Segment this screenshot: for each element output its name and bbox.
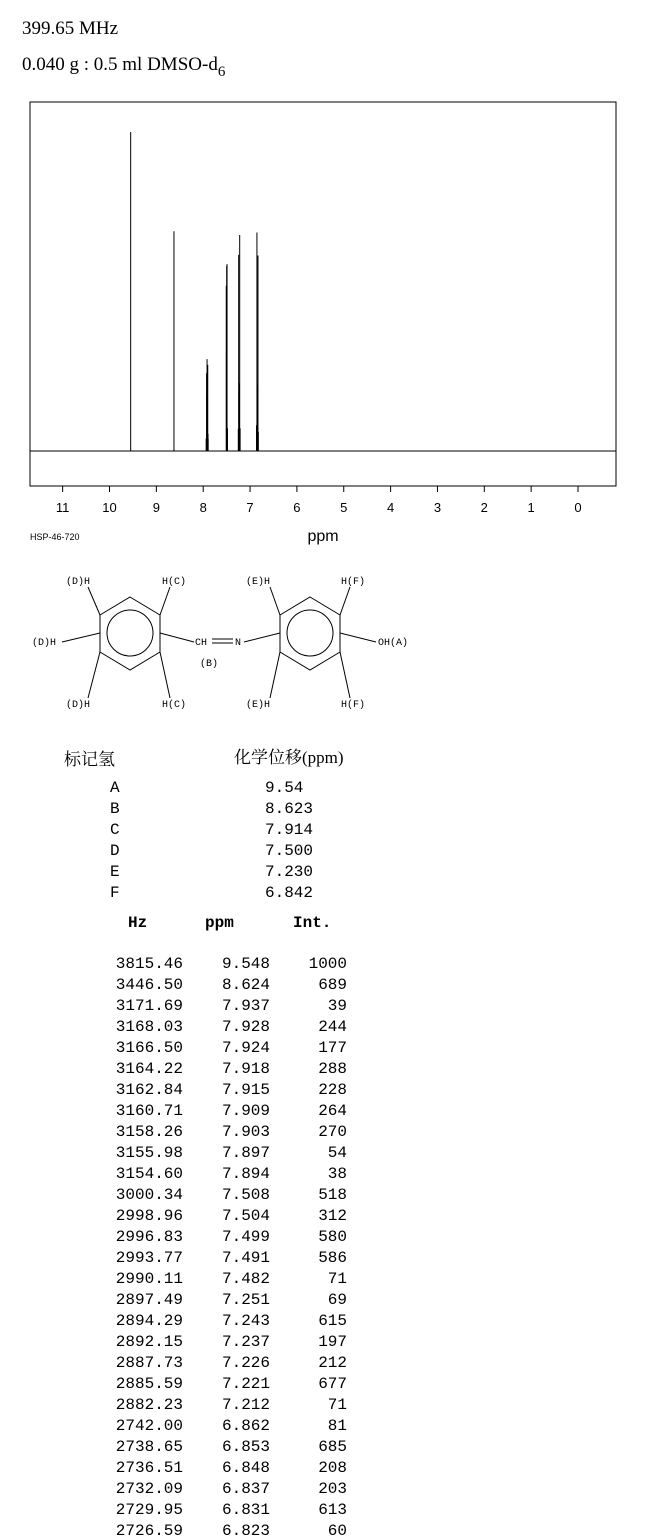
peak-row-int: 244	[318, 1018, 347, 1036]
assign-header-shift: 化学位移(ppm)	[234, 748, 344, 767]
label-ch: CH	[195, 638, 208, 649]
assign-row-label: F	[110, 884, 120, 902]
spectrometer-frequency: 399.65 MHz	[22, 18, 119, 39]
peak-row-hz: 3154.60	[115, 1165, 183, 1183]
peak-row-int: 54	[327, 1144, 347, 1162]
peak-row-hz: 3160.71	[115, 1102, 183, 1120]
peak-row-int: 264	[318, 1102, 347, 1120]
plot-frame	[30, 102, 616, 486]
peak-row-hz: 2990.11	[115, 1270, 183, 1288]
x-axis-label: ppm	[307, 528, 339, 545]
peak-row-ppm: 6.823	[221, 1522, 270, 1540]
peak-row-ppm: 7.924	[221, 1039, 270, 1057]
peak-row-hz: 2998.96	[115, 1207, 183, 1225]
sample-subscript: 6	[217, 64, 226, 80]
right-benzene-ring	[280, 597, 340, 670]
peak-row-ppm: 7.903	[221, 1123, 270, 1141]
peak-row-hz: 3155.98	[115, 1144, 183, 1162]
peak-row-ppm: 6.837	[221, 1480, 270, 1498]
peak-row-ppm: 7.504	[221, 1207, 270, 1225]
peak-row-hz: 2887.73	[115, 1354, 183, 1372]
peak-row-hz: 3000.34	[115, 1186, 183, 1204]
peak-row-int: 586	[318, 1249, 347, 1267]
peak-row-hz: 2726.59	[115, 1522, 183, 1540]
peak-row-hz: 2892.15	[115, 1333, 183, 1351]
peak-row-ppm: 6.831	[221, 1501, 270, 1519]
peaks-group	[131, 132, 259, 451]
peak-row-int: 312	[318, 1207, 347, 1225]
peak-row-hz: 3166.50	[115, 1039, 183, 1057]
peak-row-hz: 3158.26	[115, 1123, 183, 1141]
peak-row-int: 69	[327, 1291, 347, 1309]
peak-row-int: 677	[318, 1375, 347, 1393]
peak-row-hz: 2882.23	[115, 1396, 183, 1414]
peak-header-ppm: ppm	[205, 914, 234, 932]
peak-row-ppm: 7.251	[221, 1291, 270, 1309]
peak-row-ppm: 7.237	[221, 1333, 270, 1351]
assign-row-label: E	[110, 863, 120, 881]
peak-row-ppm: 7.212	[221, 1396, 270, 1414]
peak-row-int: 81	[327, 1417, 347, 1435]
label-b: (B)	[200, 659, 219, 670]
peak-row-hz: 3446.50	[115, 976, 183, 994]
peak-row-ppm: 6.862	[221, 1417, 270, 1435]
peak-row-ppm: 7.909	[221, 1102, 270, 1120]
peak-row-hz: 2996.83	[115, 1228, 183, 1246]
peak-row-int: 270	[318, 1123, 347, 1141]
label-dh-bottom: (D)H	[66, 700, 91, 711]
assign-row-label: D	[110, 842, 120, 860]
assign-row-shift: 7.914	[265, 821, 314, 839]
molecule-structure	[0, 560, 652, 730]
peak-row-ppm: 7.508	[221, 1186, 270, 1204]
peak-row-hz: 2742.00	[115, 1417, 183, 1435]
peak-row-hz: 3171.69	[115, 997, 183, 1015]
peak-row-int: 197	[318, 1333, 347, 1351]
x-tick-label: 6	[293, 500, 301, 515]
label-oh: OH(A)	[378, 638, 409, 649]
x-tick-label: 4	[386, 500, 395, 515]
peak-row-ppm: 6.848	[221, 1459, 270, 1477]
peak-row-hz: 3162.84	[115, 1081, 183, 1099]
x-tick-label: 0	[574, 500, 582, 515]
label-eh-top: (E)H	[246, 577, 271, 588]
peak-header-hz: Hz	[128, 914, 148, 932]
peak-row-int: 580	[318, 1228, 347, 1246]
x-tick-label: 2	[480, 500, 488, 515]
peak-row-ppm: 7.937	[221, 997, 270, 1015]
assign-row-shift: 7.230	[265, 863, 314, 881]
x-tick-label: 7	[246, 500, 254, 515]
peak-row-ppm: 7.897	[221, 1144, 270, 1162]
peak-row-int: 208	[318, 1459, 347, 1477]
peak-row-int: 203	[318, 1480, 347, 1498]
peak-row-hz: 3168.03	[115, 1018, 183, 1036]
peak-row-ppm: 7.243	[221, 1312, 270, 1330]
peak-row-int: 177	[318, 1039, 347, 1057]
peak-row-hz: 2993.77	[115, 1249, 183, 1267]
x-tick-label: 1	[527, 500, 535, 515]
spectrum-code: HSP-46-720	[30, 532, 80, 542]
peak-row-int: 613	[318, 1501, 347, 1519]
x-tick-label: 5	[340, 500, 348, 515]
label-eh-bottom: (E)H	[246, 700, 271, 711]
peak-row-ppm: 7.491	[221, 1249, 270, 1267]
peak-row-int: 212	[318, 1354, 347, 1372]
x-tick-label: 8	[199, 500, 207, 515]
label-dh-top: (D)H	[66, 577, 91, 588]
peak-row-int: 39	[327, 997, 347, 1015]
label-hc-top: H(C)	[162, 577, 187, 588]
peak-row-int: 71	[327, 1396, 347, 1414]
peak-row-ppm: 7.221	[221, 1375, 270, 1393]
ticks-group	[56, 486, 582, 515]
peak-row-ppm: 7.499	[221, 1228, 270, 1246]
peak-row-hz: 3164.22	[115, 1060, 183, 1078]
label-hf-bottom: H(F)	[341, 700, 366, 711]
peak-row-hz: 3815.46	[115, 955, 183, 973]
peak-row-int: 60	[327, 1522, 347, 1540]
assign-row-label: B	[110, 800, 120, 818]
peak-row-ppm: 7.226	[221, 1354, 270, 1372]
assign-row-shift: 6.842	[265, 884, 314, 902]
peak-row-ppm: 9.548	[221, 955, 270, 973]
nmr-spectrum-chart	[0, 0, 652, 560]
x-tick-label: 9	[152, 500, 160, 515]
peak-row-int: 38	[327, 1165, 347, 1183]
label-hf-top: H(F)	[341, 577, 366, 588]
peak-row-hz: 2885.59	[115, 1375, 183, 1393]
peak-row-hz: 2732.09	[115, 1480, 183, 1498]
x-tick-label: 10	[102, 500, 117, 515]
peak-row-int: 288	[318, 1060, 347, 1078]
label-n: N	[235, 638, 242, 649]
assign-header-label: 标记氢	[64, 750, 115, 769]
assign-row-shift: 9.54	[265, 779, 304, 797]
sample-text: 0.040 g : 0.5 ml DMSO-d	[22, 54, 218, 75]
assign-row-label: A	[110, 779, 120, 797]
assign-row-label: C	[110, 821, 120, 839]
peak-row-ppm: 7.482	[221, 1270, 270, 1288]
peak-row-int: 615	[318, 1312, 347, 1330]
peak-row-int: 518	[318, 1186, 347, 1204]
assign-row-shift: 8.623	[265, 800, 314, 818]
peak-row-int: 228	[318, 1081, 347, 1099]
peak-row-int: 689	[318, 976, 347, 994]
peak-row-hz: 2894.29	[115, 1312, 183, 1330]
peak-row-ppm: 8.624	[221, 976, 270, 994]
peak-row-int: 1000	[308, 955, 347, 973]
peak-row-ppm: 7.928	[221, 1018, 270, 1036]
peak-row-ppm: 7.915	[221, 1081, 270, 1099]
peak-row-int: 71	[327, 1270, 347, 1288]
peak-header-int: Int.	[293, 914, 332, 932]
peak-row-ppm: 6.853	[221, 1438, 270, 1456]
peak-row-ppm: 7.918	[221, 1060, 270, 1078]
peak-row-hz: 2729.95	[115, 1501, 183, 1519]
peak-row-hz: 2736.51	[115, 1459, 183, 1477]
peak-row-hz: 2738.65	[115, 1438, 183, 1456]
label-hc-bottom: H(C)	[162, 700, 187, 711]
assign-row-shift: 7.500	[265, 842, 314, 860]
left-benzene-ring	[100, 597, 160, 670]
peak-row-ppm: 7.894	[221, 1165, 270, 1183]
peak-row-int: 685	[318, 1438, 347, 1456]
label-dh-mid: (D)H	[32, 638, 57, 649]
left-ring-circle	[107, 610, 153, 656]
peak-row-hz: 2897.49	[115, 1291, 183, 1309]
x-tick-label: 11	[55, 500, 70, 515]
right-ring-circle	[287, 610, 333, 656]
x-tick-label: 3	[433, 500, 442, 515]
